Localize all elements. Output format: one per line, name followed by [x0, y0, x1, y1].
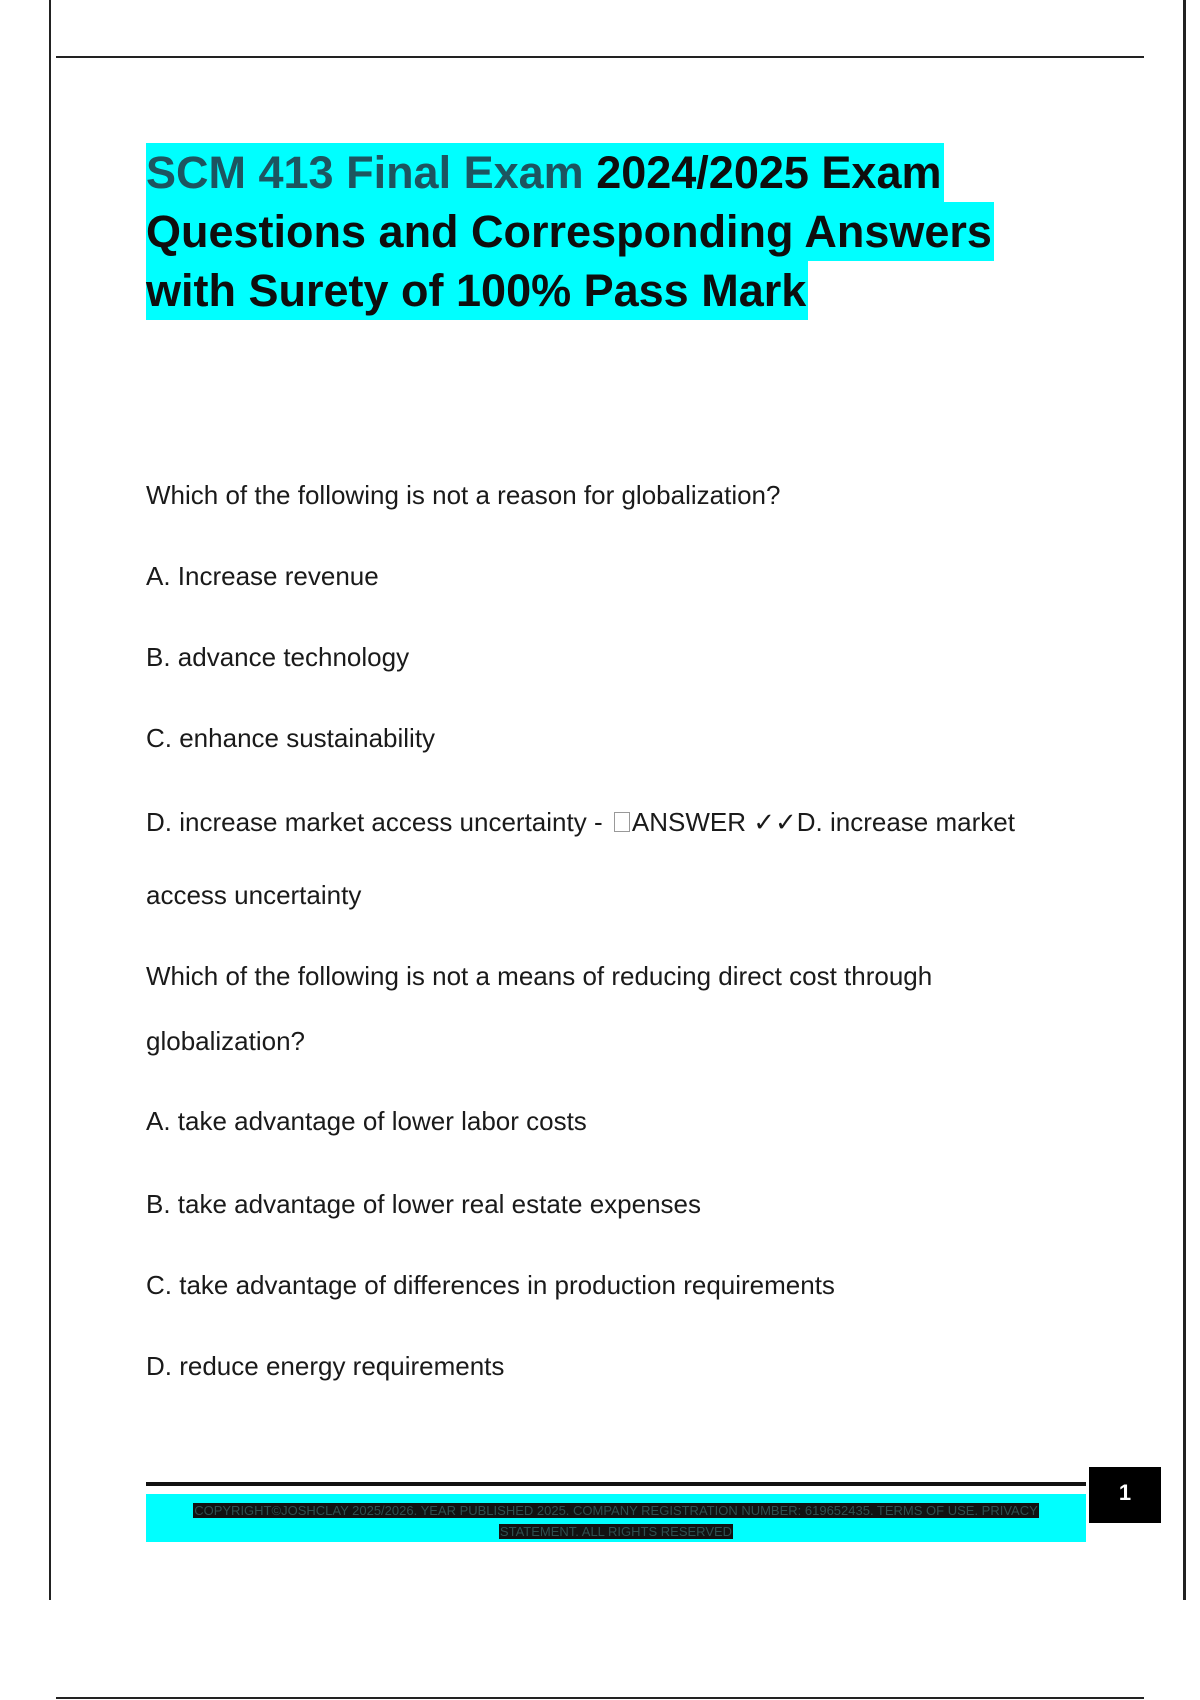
- q1-option-b: B. advance technology: [146, 642, 410, 672]
- page-border-right: [1183, 0, 1186, 1600]
- footer-copyright-line-1: COPYRIGHT©JOSHCLAY 2025/2026. YEAR PUBLISHED 2025. COMPANY REGISTRATION NUMBER: 619652435. TERMS OF USE. PRIVACY: [194, 1503, 1038, 1518]
- q2-option-d: D. reduce energy requirements: [146, 1351, 505, 1381]
- title-line-2: Questions and Corresponding Answers: [146, 202, 994, 261]
- q1-option-a: A. Increase revenue: [146, 561, 379, 591]
- title-line-3: with Surety of 100% Pass Mark: [146, 261, 808, 320]
- q1-option-d-answer: [146, 806, 1015, 838]
- title-line-1-rest: 2024/2025 Exam: [583, 147, 942, 198]
- footer-copyright: [146, 1500, 1086, 1542]
- q1-option-d: D. increase market access uncertainty -: [146, 807, 603, 837]
- document-title: [146, 143, 1086, 320]
- question-2-line-1: Which of the following is not a means of reducing direct cost through: [146, 961, 933, 991]
- question-2-line-2: globalization?: [146, 1026, 306, 1056]
- checkbox-glyph-icon: [614, 812, 630, 832]
- title-line-1: [146, 143, 944, 202]
- header-rule: [56, 56, 1144, 58]
- question-1: Which of the following is not a reason for globalization?: [146, 480, 781, 510]
- footer-rule: [146, 1482, 1086, 1486]
- next-page-rule: [56, 1697, 1144, 1699]
- page-number: 1: [1089, 1467, 1161, 1523]
- q2-option-c: C. take advantage of differences in production requirements: [146, 1270, 835, 1300]
- footer-copyright-line-2: STATEMENT. ALL RIGHTS RESERVED: [499, 1524, 733, 1539]
- q1-answer: ANSWER ✓✓D. increase market: [631, 807, 1015, 837]
- q1-answer-continued: access uncertainty: [146, 880, 362, 910]
- q2-option-a: A. take advantage of lower labor costs: [146, 1106, 587, 1136]
- q1-option-c: C. enhance sustainability: [146, 723, 436, 753]
- title-course-code: SCM 413 Final Exam: [146, 147, 584, 198]
- q2-option-b: B. take advantage of lower real estate expenses: [146, 1189, 702, 1219]
- page-border-left: [49, 0, 51, 1600]
